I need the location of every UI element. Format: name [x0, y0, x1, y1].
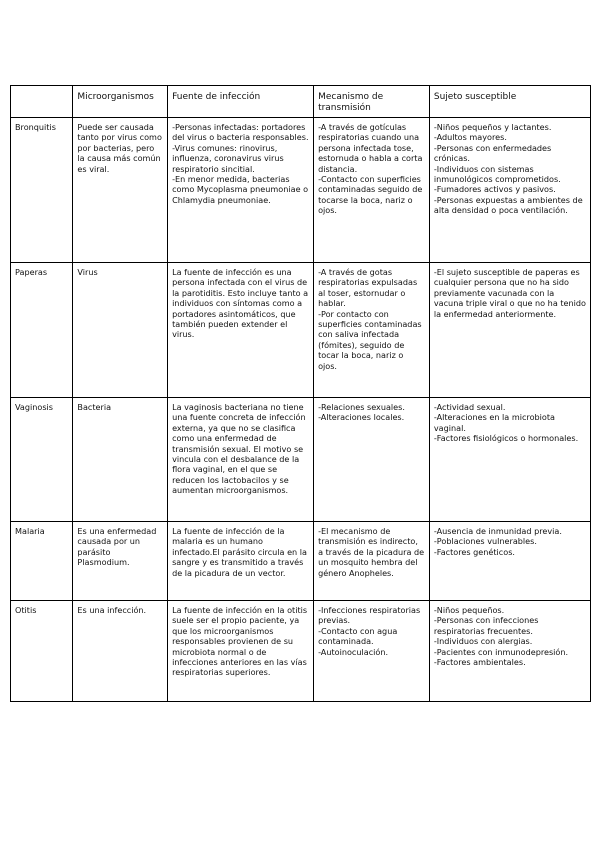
- sujeto-line: -Personas con infecciones respiratorias frecuentes.: [433, 615, 539, 636]
- disease-name: Paperas: [11, 263, 73, 398]
- table-row: [11, 263, 591, 398]
- mecanismo-line: -El mecanismo de transmisión es indirecto, a través de la picadura de un mosquito hembra del género Anopheles.: [318, 526, 425, 578]
- micro-cell: Bacteria: [73, 398, 168, 522]
- micro-cell: Puede ser causada tanto por virus como por bacterias, pero la causa más común es viral.: [73, 118, 168, 263]
- mecanismo-cell: [314, 522, 430, 601]
- mecanismo-line: -Contacto con agua contaminada.: [318, 625, 398, 647]
- disease-name: Otitis: [11, 601, 73, 702]
- sujeto-line: -Actividad sexual.: [433, 402, 506, 412]
- header-cell-empty: [11, 86, 73, 118]
- mecanismo-cell: [314, 601, 430, 702]
- sujeto-line: -Personas expuestas a ambientes de alta densidad o poca ventilación.: [433, 194, 583, 216]
- fuente-cell: [168, 263, 314, 398]
- fuente-line: -Personas infectadas: portadores del virus o bacteria responsables.: [172, 122, 309, 143]
- mecanismo-line: -Infecciones respiratorias previas.: [318, 605, 421, 626]
- mecanismo-cell: [314, 118, 430, 263]
- sujeto-line: -Alteraciones en la microbiota vaginal.: [433, 412, 555, 433]
- header-microorganismos: Microorganismos: [73, 86, 168, 118]
- sujeto-line: -Ausencia de inmunidad previa.: [433, 526, 562, 536]
- disease-name: Bronquitis: [11, 118, 73, 263]
- table-row: [11, 522, 591, 601]
- mecanismo-line: -Relaciones sexuales.: [318, 402, 405, 412]
- disease-name: Vaginosis: [11, 398, 73, 522]
- fuente-cell: [168, 118, 314, 263]
- mecanismo-line: -A través de gotas respiratorias expulsadas al toser, estornudar o hablar.: [318, 267, 418, 309]
- disease-table: [10, 85, 591, 702]
- fuente-line: La fuente de infección de la malaria es un humano infectado.El parásito circula en la sangre y es transmitido a través de la picadura de un vector.: [172, 526, 307, 578]
- mecanismo-line: -A través de gotículas respiratorias cuando una persona infectada tose, estornuda o habla a corta distancia.: [318, 122, 423, 174]
- fuente-line: La fuente de infección es una persona infectada con el virus de la parotiditis. Esto incluye tanto a individuos con síntomas como a portadores asintomáticos, que también pueden extender el virus.: [172, 267, 309, 340]
- fuente-cell: [168, 398, 314, 522]
- sujeto-cell: [429, 118, 590, 263]
- sujeto-line: -Pacientes con inmunodepresión.: [433, 646, 569, 657]
- sujeto-line: -Individuos con alergias.: [433, 636, 533, 647]
- sujeto-line: -Niños pequeños y lactantes.: [433, 122, 552, 132]
- header-row: [11, 86, 591, 118]
- sujeto-line: -Individuos con sistemas inmunológicos comprometidos.: [433, 163, 561, 185]
- fuente-line: -En menor medida, bacterias como Mycoplasma pneumoniae o Chlamydia pneumoniae.: [172, 174, 309, 205]
- table-row: [11, 118, 591, 263]
- mecanismo-cell: [314, 263, 430, 398]
- sujeto-line: -Factores fisiológicos o hormonales.: [433, 433, 579, 444]
- fuente-line: La fuente de infección en la otitis suele ser el propio paciente, ya que los microorganismos responsables provienen de su microbiota normal o de infecciones anteriores en las vías respiratorias superiores.: [172, 605, 308, 678]
- fuente-line: -Virus comunes: rinovirus, influenza, coronavirus virus respiratorio sincitial.: [172, 142, 284, 174]
- disease-name: Malaria: [11, 522, 73, 601]
- fuente-line: La vaginosis bacteriana no tiene una fuente concreta de infección externa, ya que no se clasifica como una enfermedad de transmisión sexual. El motivo se vincula con el desbalance de la flora vaginal, en el que se reducen los lactobacilos y se aumentan microorganismos.: [172, 402, 306, 496]
- sujeto-cell: [429, 601, 590, 702]
- sujeto-line: -Factores genéticos.: [433, 546, 515, 557]
- mecanismo-line: -Autoinoculación.: [318, 646, 389, 657]
- mecanismo-line: -Contacto con superficies contaminadas seguido de tocarse la boca, nariz o ojos.: [318, 174, 423, 216]
- sujeto-cell: [429, 522, 590, 601]
- sujeto-line: -Personas con enfermedades crónicas.: [433, 142, 552, 164]
- sujeto-line: -El sujeto susceptible de paperas es cualquier persona que no ha sido previamente vacunada con la vacuna triple viral o que no ha tenido la enfermedad anteriormente.: [433, 267, 586, 319]
- sujeto-line: -Adultos mayores.: [433, 132, 507, 143]
- sujeto-cell: [429, 398, 590, 522]
- header-sujeto: Sujeto susceptible: [429, 86, 590, 118]
- sujeto-line: -Fumadores activos y pasivos.: [433, 184, 556, 195]
- micro-cell: Virus: [73, 263, 168, 398]
- fuente-cell: [168, 601, 314, 702]
- sujeto-line: -Niños pequeños.: [433, 605, 505, 615]
- sujeto-line: -Factores ambientales.: [433, 657, 526, 668]
- header-mecanismo: Mecanismo de transmisión: [314, 86, 430, 118]
- sujeto-line: -Poblaciones vulnerables.: [433, 536, 537, 547]
- mecanismo-cell: [314, 398, 430, 522]
- sujeto-cell: [429, 263, 590, 398]
- header-fuente: Fuente de infección: [168, 86, 314, 118]
- micro-cell: Es una infección.: [73, 601, 168, 702]
- micro-cell: Es una enfermedad causada por un parásito Plasmodium.: [73, 522, 168, 601]
- fuente-cell: [168, 522, 314, 601]
- mecanismo-line: -Alteraciones locales.: [318, 412, 405, 423]
- table-row: [11, 398, 591, 522]
- mecanismo-line: -Por contacto con superficies contaminadas con saliva infectada (fómites), seguido de tocar la boca, nariz o ojos.: [318, 308, 422, 371]
- table-row: [11, 601, 591, 702]
